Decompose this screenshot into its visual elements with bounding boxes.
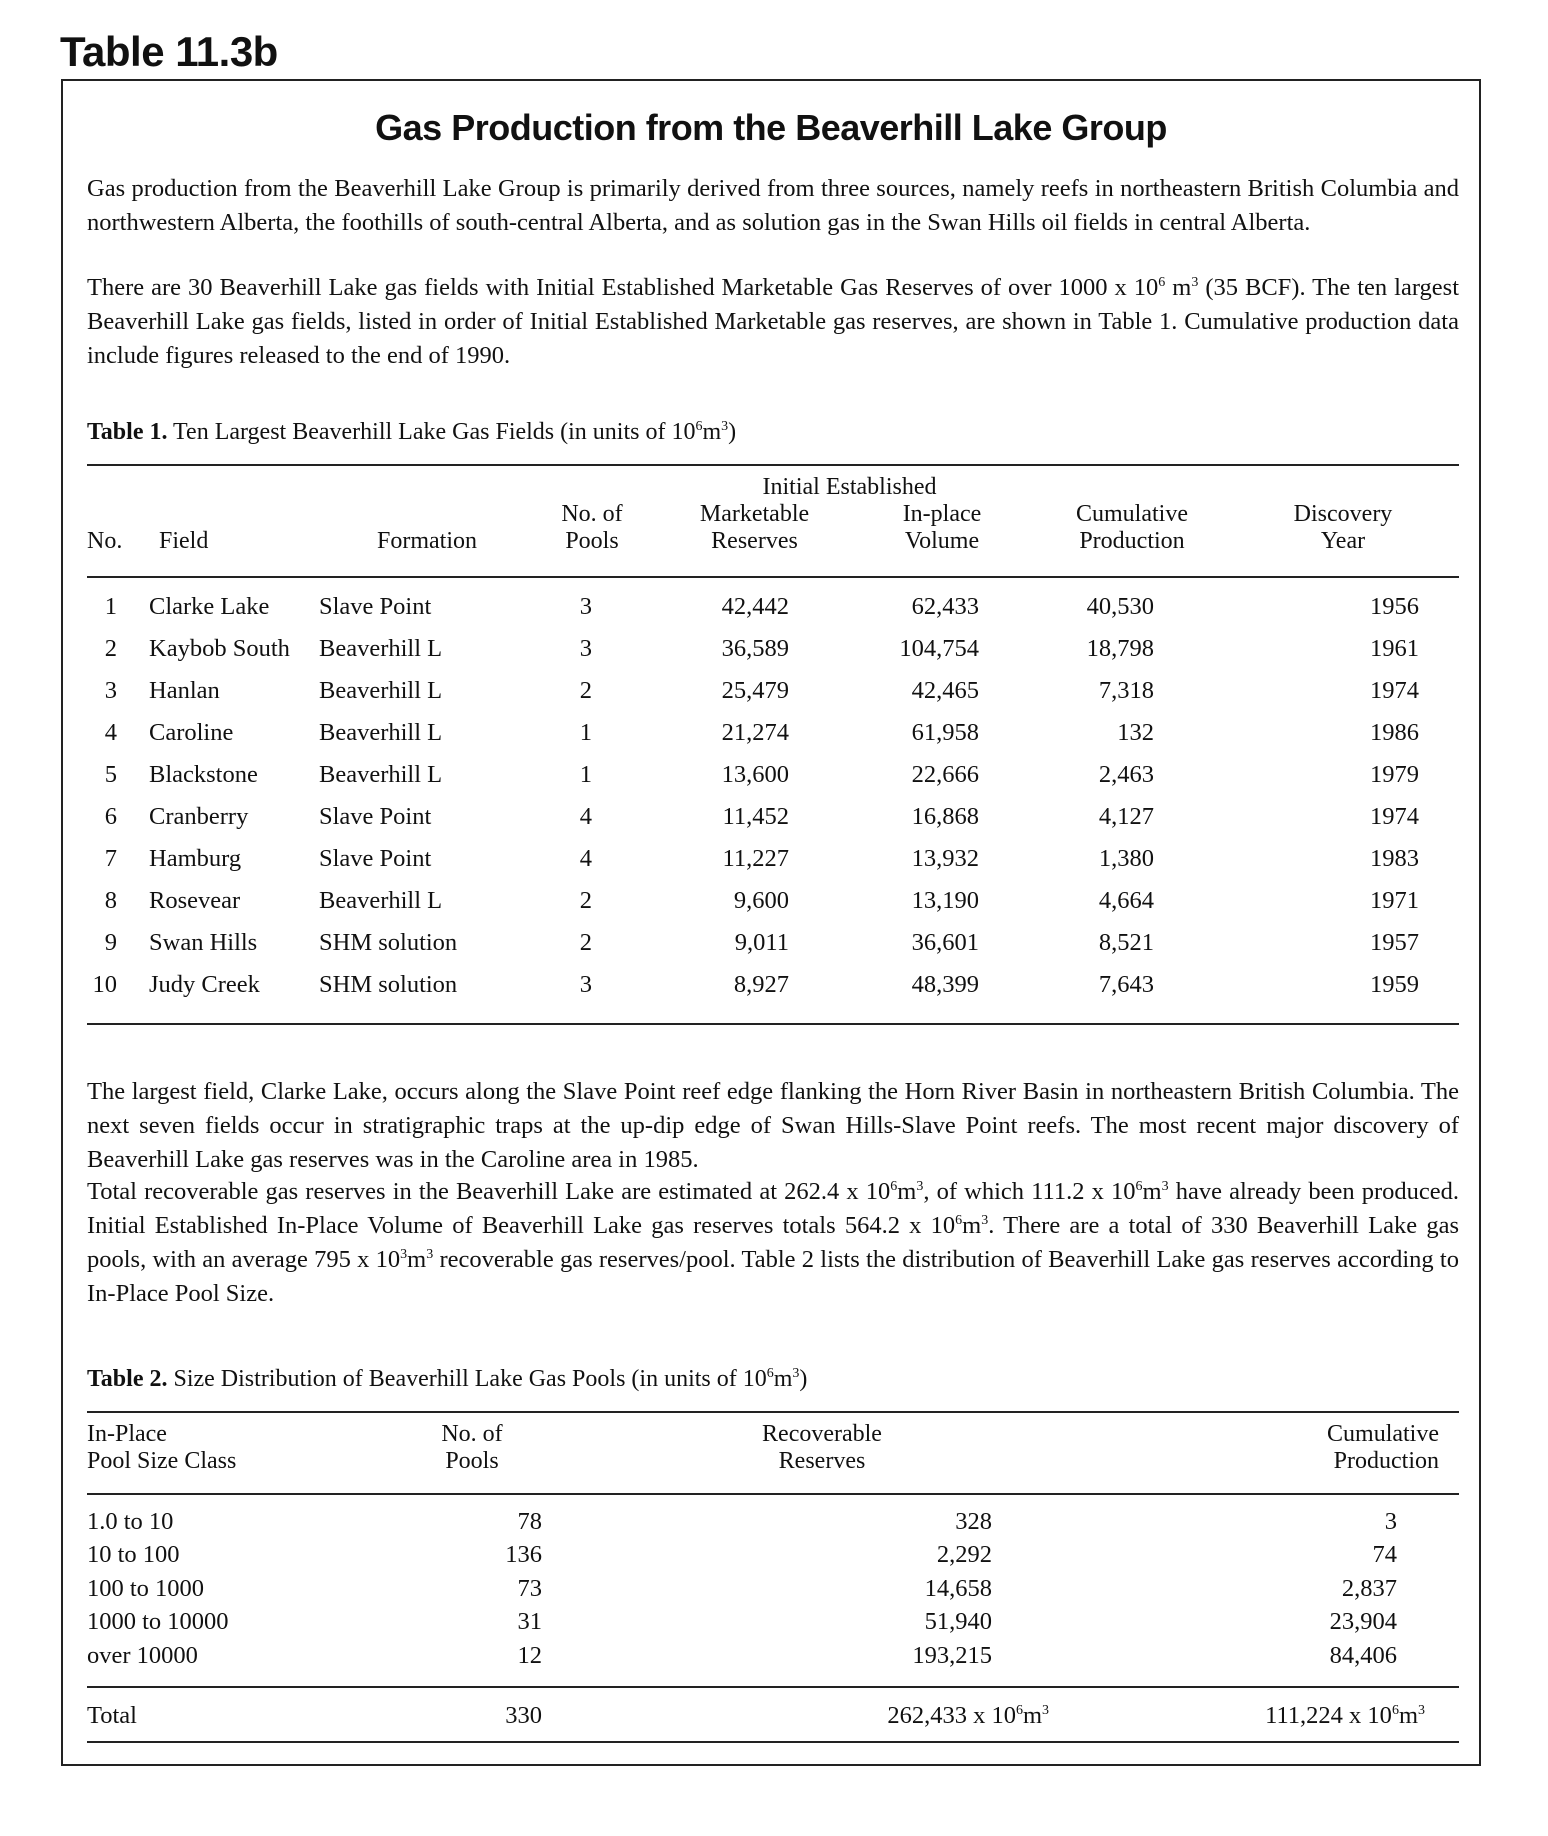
- cumulative-production: 7,643: [1098, 971, 1154, 998]
- recoverable-reserves: 51,940: [924, 1608, 992, 1636]
- formation: Slave Point: [319, 845, 432, 872]
- table2-total-rule: [87, 1686, 1459, 1688]
- row-number: 2: [104, 635, 117, 662]
- formation: Beaverhill L: [319, 761, 443, 788]
- field-name: Cranberry: [149, 803, 249, 830]
- table2-top-rule: [87, 1411, 1459, 1413]
- pool-count: 73: [517, 1574, 542, 1602]
- table1-top-rule: [87, 464, 1459, 466]
- pool-size-class: 1000 to 10000: [87, 1608, 229, 1636]
- pool-count: 3: [579, 593, 592, 620]
- formation-header: Formation: [377, 528, 477, 554]
- inplace-volume: 62,433: [911, 593, 979, 620]
- cumulative-production: 132: [1117, 719, 1154, 746]
- recoverable-header-line1: Recoverable: [762, 1421, 882, 1447]
- pool-size-class: 1.0 to 10: [87, 1507, 174, 1535]
- total-cumulative: 111,224 x $10^6m^3$: [1265, 1702, 1425, 1729]
- marketable-reserves: 9,600: [733, 887, 789, 914]
- discovery-year: 1961: [1370, 635, 1419, 662]
- cumulative-production: 74: [1372, 1541, 1397, 1569]
- table1-bottom-rule: [87, 1023, 1459, 1025]
- recoverable-reserves: 328: [955, 1507, 992, 1535]
- table-row: [87, 712, 1459, 754]
- row-number: 9: [104, 929, 117, 956]
- cumulative-production: 1,380: [1098, 845, 1154, 872]
- formation: SHM solution: [319, 929, 458, 956]
- marketable-reserves: 13,600: [721, 761, 789, 788]
- pool-count: 3: [579, 635, 592, 662]
- discovery-year: 1957: [1370, 929, 1419, 956]
- pool-count: 78: [517, 1507, 542, 1535]
- table2-total: [87, 1696, 1459, 1736]
- t2-cumulative-header-line1: Cumulative: [1327, 1421, 1439, 1447]
- t2-pools-header-line2: Pools: [445, 1448, 499, 1474]
- field-name: Clarke Lake: [149, 593, 270, 620]
- cumulative-production: 23,904: [1329, 1608, 1397, 1636]
- field-name: Swan Hills: [149, 929, 258, 956]
- marketable-reserves: 8,927: [733, 971, 789, 998]
- recoverable-reserves: 2,292: [936, 1541, 992, 1569]
- discovery-year: 1956: [1370, 593, 1419, 620]
- table1-body: [87, 586, 1459, 1006]
- pools-header-line1: No. of: [561, 501, 623, 527]
- inplace-volume: 13,190: [911, 887, 979, 914]
- pool-size-class: over 10000: [87, 1641, 198, 1669]
- pool-size-class: 100 to 1000: [87, 1574, 205, 1602]
- pool-count: 31: [517, 1608, 542, 1636]
- inplace-volume: 104,754: [899, 635, 979, 662]
- row-number: 6: [104, 803, 117, 830]
- table-row: [87, 880, 1459, 922]
- table-row: [87, 796, 1459, 838]
- marketable-reserves: 21,274: [721, 719, 789, 746]
- table-row: [87, 838, 1459, 880]
- inplace-volume: 42,465: [911, 677, 979, 704]
- table-row: [87, 1639, 1459, 1673]
- table-row: [87, 1539, 1459, 1573]
- marketable-reserves: 9,011: [734, 929, 789, 956]
- formation: Beaverhill L: [319, 719, 443, 746]
- document-title: Gas Production from the Beaverhill Lake Group: [375, 107, 1167, 148]
- field-name: Caroline: [149, 719, 234, 746]
- discovery-year: 1974: [1370, 677, 1419, 704]
- table2-caption: Table 2. Size Distribution of Beaverhill Lake Gas Pools (in units of $10^6m^3$): [87, 1366, 808, 1392]
- total-label: Total: [87, 1702, 137, 1729]
- cumulative-production: 8,521: [1098, 929, 1154, 956]
- pool-count: 136: [505, 1541, 542, 1569]
- discovery-header-line2: Year: [1320, 528, 1366, 554]
- inplace-header-line1: In-place: [902, 501, 982, 527]
- table-row: [87, 754, 1459, 796]
- table-row: [87, 586, 1459, 628]
- table-row: [87, 1572, 1459, 1606]
- cumulative-header-line1: Cumulative: [1076, 501, 1188, 527]
- inplace-volume: 48,399: [911, 971, 979, 998]
- table1-header-rule: [87, 576, 1459, 578]
- cumulative-production: 4,127: [1098, 803, 1154, 830]
- pool-count: 4: [579, 803, 592, 830]
- marketable-header-line1: Marketable: [699, 501, 810, 527]
- document-frame: [61, 79, 1481, 1766]
- pool-size-class: 10 to 100: [87, 1541, 180, 1569]
- marketable-reserves: 42,442: [721, 593, 789, 620]
- fields-paragraph: There are 30 Beaverhill Lake gas fields with Initial Established Marketable Gas Reserves of over 1000 x $10^6$ $m^3$ (35 BCF). The ten largest Beaverhill Lake gas fields, listed in order of Initial Established Marketable gas reserves, are shown in Table 1. Cumulative production data include figures released to the end of 1990.: [87, 274, 1460, 369]
- row-number: 3: [104, 677, 117, 704]
- marketable-reserves: 36,589: [721, 635, 789, 662]
- formation: Slave Point: [319, 593, 432, 620]
- pool-count: 2: [579, 929, 592, 956]
- cumulative-production: 4,664: [1098, 887, 1154, 914]
- table2-header: [87, 1421, 1459, 1475]
- row-number: 7: [104, 845, 117, 872]
- table-row: [87, 1606, 1459, 1640]
- discovery-header-line1: Discovery: [1293, 501, 1393, 527]
- table-row: [87, 670, 1459, 712]
- size-class-header-line2: Pool Size Class: [87, 1448, 237, 1474]
- row-number: 8: [104, 887, 117, 914]
- table2-bottom-rule: [87, 1741, 1459, 1743]
- cumulative-header-line2: Production: [1079, 528, 1185, 554]
- pool-count: 12: [517, 1641, 542, 1669]
- intro-paragraph: Gas production from the Beaverhill Lake Group is primarily derived from three sources, namely reefs in northeastern British Columbia and northwestern Alberta, the foothills of south-central Alberta, and as solution gas in the Swan Hills oil fields in central Alberta.: [87, 175, 1459, 236]
- formation: Slave Point: [319, 803, 432, 830]
- cumulative-production: 84,406: [1329, 1641, 1397, 1669]
- inplace-volume: 13,932: [911, 845, 979, 872]
- size-class-header-line1: In-Place: [87, 1421, 167, 1447]
- clarke-lake-paragraph: The largest field, Clarke Lake, occurs along the Slave Point reef edge flanking the Horn River Basin in northeastern British Columbia. The next seven fields occur in stratigraphic traps at the up-dip edge of Swan Hills-Slave Point reefs. The most recent major discovery of Beaverhill Lake gas reserves was in the Caroline area in 1985.: [87, 1078, 1459, 1173]
- formation: Beaverhill L: [319, 635, 443, 662]
- formation: Beaverhill L: [319, 677, 443, 704]
- row-number: 10: [92, 971, 117, 998]
- row-number: 5: [104, 761, 117, 788]
- t2-cumulative-header-line2: Production: [1333, 1448, 1439, 1474]
- field-name: Rosevear: [149, 887, 241, 914]
- discovery-year: 1971: [1370, 887, 1419, 914]
- field-name: Hanlan: [149, 677, 220, 704]
- cumulative-production: 40,530: [1086, 593, 1154, 620]
- discovery-year: 1974: [1370, 803, 1419, 830]
- table-row: [87, 1505, 1459, 1539]
- table1-caption: Table 1. Ten Largest Beaverhill Lake Gas Fields (in units of $10^6m^3$): [87, 419, 737, 445]
- pool-count: 4: [579, 845, 592, 872]
- table-row: [87, 922, 1459, 964]
- field-header: Field: [159, 528, 209, 554]
- pool-count: 3: [579, 971, 592, 998]
- field-name: Blackstone: [149, 761, 258, 788]
- table-row: [87, 628, 1459, 670]
- inplace-volume: 36,601: [911, 929, 979, 956]
- recoverable-reserves: 14,658: [924, 1574, 992, 1602]
- discovery-year: 1983: [1370, 845, 1419, 872]
- cumulative-production: 18,798: [1086, 635, 1154, 662]
- cumulative-production: 2,837: [1341, 1574, 1397, 1602]
- discovery-year: 1986: [1370, 719, 1419, 746]
- table1-header: [87, 474, 1459, 555]
- cumulative-production: 3: [1384, 1507, 1397, 1535]
- field-name: Judy Creek: [149, 971, 260, 998]
- pool-count: 2: [579, 887, 592, 914]
- t2-pools-header-line1: No. of: [441, 1421, 503, 1447]
- table-row: [87, 964, 1459, 1006]
- cumulative-production: 2,463: [1098, 761, 1154, 788]
- inplace-volume: 61,958: [911, 719, 979, 746]
- page-label: Table 11.3b: [60, 28, 278, 75]
- marketable-reserves: 11,452: [722, 803, 789, 830]
- table2-body: [87, 1505, 1459, 1673]
- row-number: 1: [104, 593, 117, 620]
- marketable-header-line2: Reserves: [711, 528, 798, 554]
- reserves-paragraph: Total recoverable gas reserves in the Beaverhill Lake are estimated at 262.4 x $10^6m^3$, of which 111.2 x $10^6m^3$ have already been produced. Initial Established In-Place Volume of Beaverhill Lake gas reserves totals 564.2 x $10^6m^3$. There are a total of 330 Beaverhill Lake gas pools, with an average 795 x $10^3m^3$ recoverable gas reserves/pool. Table 2 lists the distribution of Beaverhill Lake gas reserves according to In-Place Pool Size.: [87, 1178, 1459, 1307]
- inplace-header-line2: Volume: [904, 528, 980, 554]
- initial-established-header: Initial Established: [762, 474, 937, 500]
- table2-header-rule: [87, 1493, 1459, 1495]
- field-name: Hamburg: [149, 845, 242, 872]
- recoverable-header-line2: Reserves: [778, 1448, 866, 1474]
- pools-header-line2: Pools: [565, 528, 619, 554]
- total-recoverable: 262,433 x $10^6m^3$: [887, 1702, 1049, 1729]
- cumulative-production: 7,318: [1098, 677, 1154, 704]
- field-name: Kaybob South: [149, 635, 290, 662]
- formation: Beaverhill L: [319, 887, 443, 914]
- discovery-year: 1959: [1370, 971, 1419, 998]
- formation: SHM solution: [319, 971, 458, 998]
- recoverable-reserves: 193,215: [912, 1641, 992, 1669]
- no-header: No.: [87, 528, 123, 554]
- pool-count: 1: [579, 719, 592, 746]
- row-number: 4: [104, 719, 117, 746]
- marketable-reserves: 11,227: [722, 845, 789, 872]
- marketable-reserves: 25,479: [721, 677, 789, 704]
- inplace-volume: 22,666: [911, 761, 979, 788]
- pool-count: 1: [579, 761, 592, 788]
- inplace-volume: 16,868: [911, 803, 979, 830]
- total-pools: 330: [505, 1702, 542, 1729]
- pool-count: 2: [579, 677, 592, 704]
- discovery-year: 1979: [1370, 761, 1419, 788]
